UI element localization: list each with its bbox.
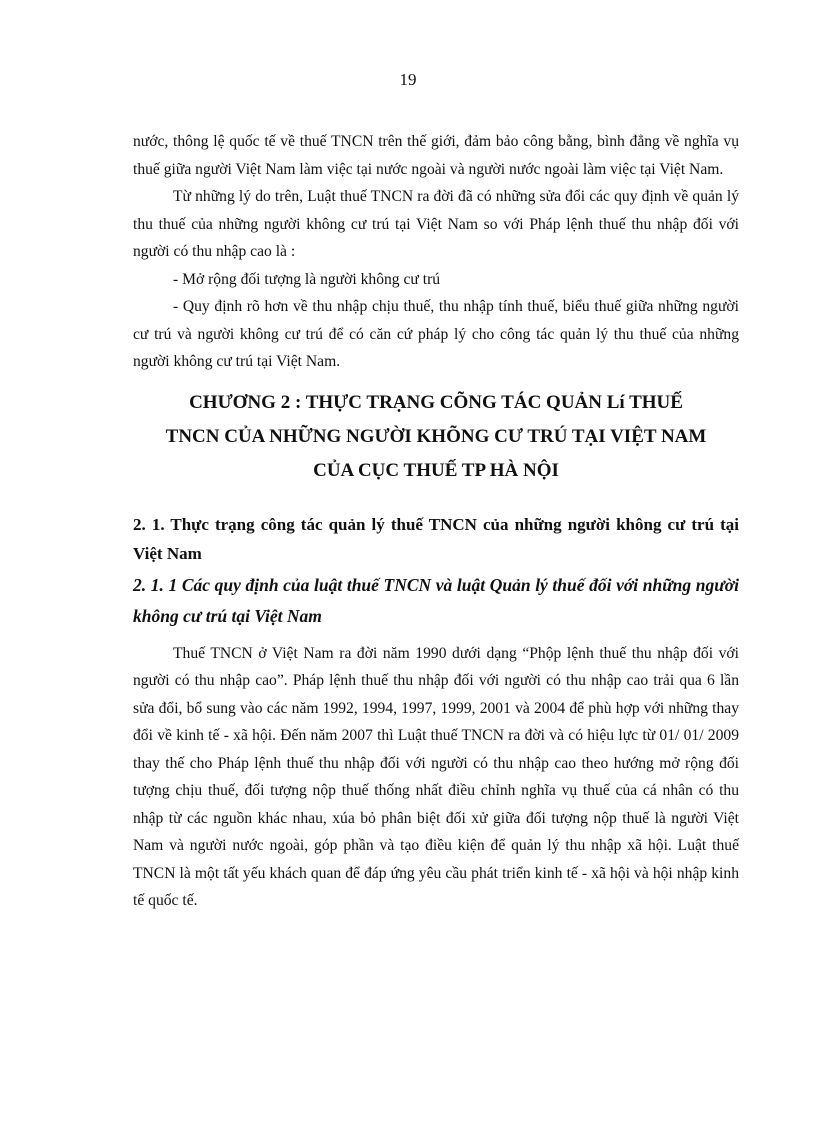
paragraph-reasons: Từ những lý do trên, Luật thuế TNCN ra đời đã có những sửa đổi các quy định về quản lý thu thuế của những người không cư trú tại Việt Nam so với Pháp lệnh thuế thu nhập đối với người có thu nhập cao là : (133, 188, 739, 260)
page-number: 19 (399, 70, 417, 89)
section-heading: 2. 1. Thực trạng công tác quản lý thuế TNCN của những người không cư trú tại Việt Nam (133, 514, 739, 563)
chapter-title-line: CHƯƠNG 2 : THỰC TRẠNG CÕNG TÁC QUẢN Lí THUẾ (189, 391, 683, 413)
paragraph-continuation: nước, thông lệ quốc tế về thuế TNCN trên thế giới, đảm bảo công bằng, bình đẳng về nghĩa vụ thuế giữa người Việt Nam làm việc tại nước ngoài và người nước ngoài làm việc tại Việt Nam. (133, 133, 739, 178)
subsection-heading: 2. 1. 1 Các quy định của luật thuế TNCN và luật Quản lý thuế đối với những người không cư trú tại Việt Nam (133, 574, 739, 626)
chapter-title-line: TNCN CỦA NHỮNG NGƯỜI KHÕNG CƯ TRÚ TẠI VIỆT NAM (165, 425, 707, 447)
paragraph-history: Thuế TNCN ở Việt Nam ra đời năm 1990 dưới dạng “Phộp lệnh thuế thu nhập đối với người có thu nhập cao”. Pháp lệnh thuế thu nhập đối với người có thu nhập cao trải qua 6 lần sửa đổi, bổ sung vào các năm 1992, 1994, 1997, 1999, 2001 và 2004 để phù hợp với những thay đổi về kinh tế - xã hội. Đến năm 2007 thì Luật thuế TNCN ra đời và có hiệu lực từ 01/ 01/ 2009 thay thế cho Pháp lệnh thuế thu nhập đối với người có thu nhập cao theo hướng mở rộng đối tượng chịu thuế, đối tượng nộp thuế thống nhất điều chỉnh nghĩa vụ thuế của cá nhân có thu nhập từ các nguồn khác nhau, xúa bỏ phân biệt đối xử giữa đối tượng nộp thuế là người Việt Nam và người nước ngoài, góp phần và tạo điều kiện để quản lý thu nhập xã hội. Luật thuế TNCN là một tất yếu khách quan để đáp ứng yêu cầu phát triển kinh tế - xã hội và hội nhập kinh tế quốc tế. (133, 644, 739, 909)
chapter-title (133, 386, 739, 488)
list-item-expand-scope: - Mở rộng đối tượng là người không cư trú (173, 270, 441, 288)
chapter-title-line: CỦA CỤC THUẾ TP HÀ NỘI (313, 459, 559, 481)
list-item-clarify-income: - Quy định rõ hơn về thu nhập chịu thuế, thu nhập tính thuế, biểu thuế giữa những người cư trú và người không cư trú để có căn cứ pháp lý cho công tác quản lý thu thuế của những người không cư trú tại Việt Nam. (133, 298, 739, 370)
page-content (133, 128, 739, 915)
